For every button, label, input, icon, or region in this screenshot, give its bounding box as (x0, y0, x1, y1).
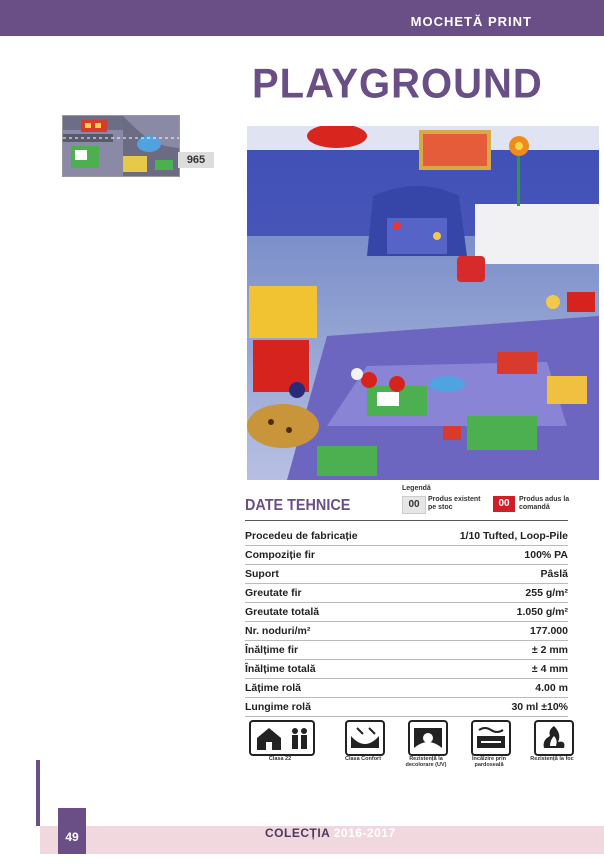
spec-row (245, 698, 568, 717)
specs-title: DATE TEHNICE (245, 497, 351, 514)
spec-value: 4.00 m (535, 682, 568, 694)
feature-icons (245, 720, 575, 780)
product-code: 965 (178, 152, 214, 168)
spec-label: Greutate fir (245, 587, 302, 599)
product-photo (247, 126, 599, 480)
icon-label: Încălzire prin pardoseală (472, 756, 506, 768)
spec-row (245, 660, 568, 679)
spec-value: 177.000 (530, 625, 568, 637)
spec-label: Lățime rolă (245, 682, 302, 694)
spec-label: Compoziție fir (245, 549, 315, 561)
collection-label: COLECȚIA (265, 826, 330, 840)
spec-value: 255 g/m² (525, 587, 568, 599)
spec-label: Nr. noduri/m² (245, 625, 311, 637)
spec-row (245, 565, 568, 584)
spec-value: ± 4 mm (531, 663, 568, 675)
sun-icon (408, 720, 448, 756)
spec-label: Înălțime fir (245, 644, 299, 656)
spec-row (245, 584, 568, 603)
legend-label: Legendă (402, 485, 431, 492)
spec-row (245, 527, 568, 546)
spec-label: Greutate totală (245, 606, 320, 618)
comfort-icon (345, 720, 385, 756)
floor-heating-icon (471, 720, 511, 756)
specs-divider (245, 520, 568, 521)
spec-row (245, 679, 568, 698)
spec-row (245, 546, 568, 565)
spec-label: Înălțime totală (245, 663, 316, 675)
spec-value: 100% PA (524, 549, 568, 561)
spec-value: 1.050 g/m² (516, 606, 568, 618)
product-thumbnail[interactable] (62, 115, 180, 177)
spec-value: ± 2 mm (531, 644, 568, 656)
specs-table (245, 527, 568, 717)
spec-row (245, 622, 568, 641)
legend-order-text: Produs adus la comandă (519, 496, 570, 511)
left-accent (36, 760, 40, 832)
page-number: 49 (58, 808, 86, 854)
legend-stock-badge: 00 (402, 496, 426, 514)
header-bar (0, 0, 604, 36)
section-title: MOCHETĂ PRINT (410, 14, 532, 29)
house-people-icon (249, 720, 315, 756)
flame-icon (534, 720, 574, 756)
spec-value: Pâslă (540, 568, 568, 580)
icon-label: Rezistență la decolorare (UV) (405, 756, 447, 768)
collection-years: 2016-2017 (333, 826, 396, 840)
spec-label: Suport (245, 568, 279, 580)
icon-label: Rezistență la foc (530, 756, 574, 762)
spec-value: 30 ml ±10% (511, 701, 568, 713)
legend-order-badge: 00 (493, 496, 515, 512)
spec-label: Procedeu de fabricație (245, 530, 358, 542)
spec-row (245, 603, 568, 622)
product-title: PLAYGROUND (252, 60, 543, 108)
footer-collection (265, 826, 396, 840)
icon-label: Clasa 22 (268, 756, 292, 762)
icon-label: Clasa Confort (344, 756, 382, 762)
spec-value: 1/10 Tufted, Loop-Pile (459, 530, 568, 542)
spec-row (245, 641, 568, 660)
legend-stock-text: Produs existent pe stoc (428, 496, 481, 511)
spec-label: Lungime rolă (245, 701, 311, 713)
